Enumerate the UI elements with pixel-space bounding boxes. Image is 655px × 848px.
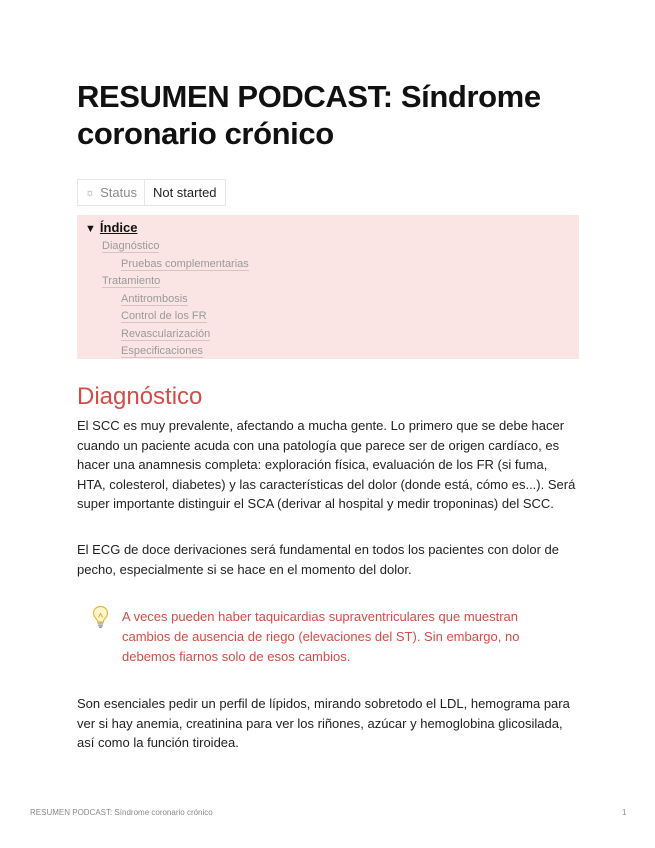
toc-link-especificaciones[interactable]: Especificaciones [121, 345, 203, 357]
section-heading-diagnostico: Diagnóstico [77, 383, 203, 410]
property-key-label: Status [100, 185, 137, 200]
page-title: RESUMEN PODCAST: Síndrome coronario crónico [77, 79, 541, 151]
paragraph-analitica: Son esenciales pedir un perfil de lípidos, mirando sobretodo el LDL, hemograma para ver si hay anemia, creatinina para ver los riñones, azúcar y hemoglobina glicosilada, así como la función tiroidea. [77, 696, 570, 750]
toc-link-diagnostico[interactable]: Diagnóstico [102, 240, 160, 252]
toc-link-control-fr[interactable]: Control de los FR [121, 310, 207, 322]
loader-icon: ☼ [85, 186, 96, 199]
callout-block [77, 597, 579, 675]
paragraph-ecg: El ECG de doce derivaciones será fundamental en todos los pacientes con dolor de pecho, especialmente si se hace en el momento del dolor. [77, 542, 560, 577]
property-key [78, 180, 145, 205]
toc-link-pruebas[interactable]: Pruebas complementarias [121, 257, 249, 270]
toc-toggle[interactable] [85, 218, 571, 238]
status-value[interactable]: Not started [152, 185, 217, 200]
callout-text: A veces pueden haber taquicardias supraventriculares que muestran cambios de ausencia de riego (elevaciones del ST). Sin embargo, no debemos fiarnos solo de esos cambios. [122, 609, 520, 664]
lightbulb-icon [77, 597, 122, 675]
footer-page-number: 1 [622, 808, 627, 817]
paragraph-intro: El SCC es muy prevalente, afectando a mucha gente. Lo primero que se debe hacer cuando un paciente acuda con una patología que parece ser de origen cardíaco, es hacer una anamnesis completa: exploración física, evaluación de los FR (si fuma, HTA, colesterol, diabetes) y las características del dolor (donde está, cómo es...). Será super importante distinguir el SCA (derivar al hospital y medir troponinas) del SCC. [77, 418, 576, 511]
table-of-contents [77, 215, 579, 359]
triangle-down-icon[interactable]: ▼ [85, 223, 96, 235]
footer-title: RESUMEN PODCAST: Síndrome coronario crónico [30, 808, 213, 817]
toc-link-revascularizacion[interactable]: Revascularización [121, 327, 211, 340]
toc-link-antitrombosis[interactable]: Antitrombosis [121, 292, 188, 305]
property-row[interactable] [77, 179, 226, 206]
toc-heading: Índice [99, 220, 138, 235]
toc-link-tratamiento[interactable]: Tratamiento [102, 275, 161, 287]
